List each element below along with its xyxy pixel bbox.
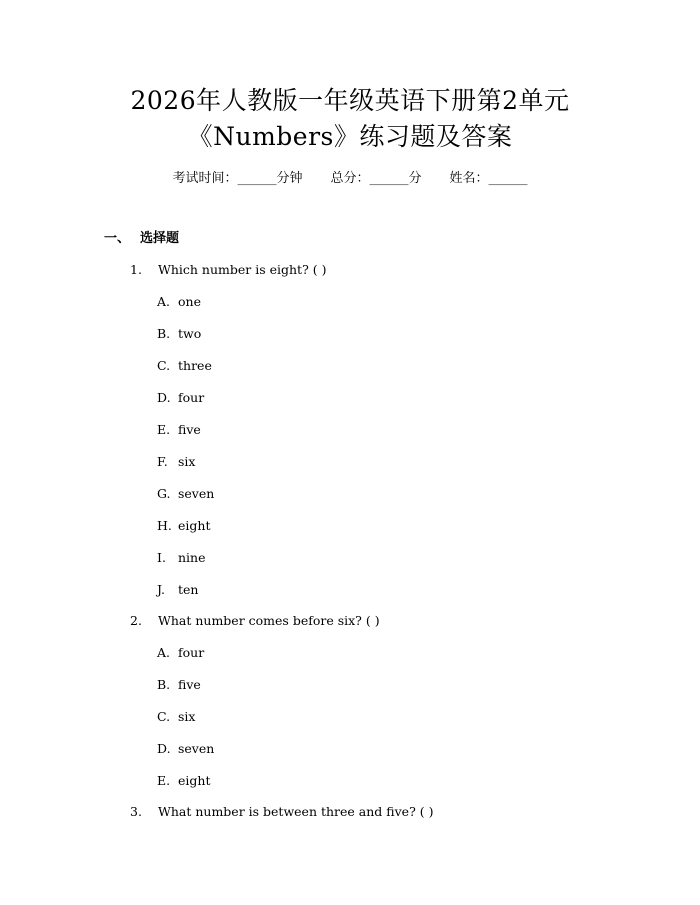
- question: [130, 803, 433, 821]
- option: [157, 581, 198, 599]
- option-text: two: [178, 326, 202, 341]
- document-title-line-2: 《Numbers》练习题及答案: [187, 122, 513, 151]
- question-text: Which number is eight? ( ): [158, 262, 327, 277]
- question-number: 1.: [130, 262, 142, 277]
- option-letter: F.: [157, 454, 168, 469]
- option-letter: E.: [157, 422, 171, 437]
- option: [157, 644, 204, 662]
- question: [130, 612, 380, 630]
- option: [157, 708, 195, 726]
- question-text: What number is between three and five? ( ): [158, 804, 434, 819]
- option-letter: J.: [157, 582, 166, 597]
- question-text: What number comes before six? ( ): [158, 613, 380, 628]
- question-number: 3.: [130, 804, 142, 819]
- option-text: four: [178, 390, 205, 405]
- option: [157, 740, 214, 758]
- section-title: 选择题: [140, 231, 180, 246]
- option-text: eight: [178, 518, 211, 533]
- exam-name-field: 姓名：______: [449, 171, 528, 186]
- exam-meta: [0, 170, 700, 188]
- option-text: eight: [178, 773, 211, 788]
- option-letter: C.: [157, 709, 171, 724]
- section-heading: [104, 230, 179, 248]
- option: [157, 389, 204, 407]
- option-letter: E.: [157, 773, 171, 788]
- exam-score-field: 总分：______分: [330, 171, 422, 186]
- option-letter: H.: [157, 518, 172, 533]
- option-text: six: [178, 709, 196, 724]
- option: [157, 772, 210, 790]
- option-text: four: [178, 645, 205, 660]
- option: [157, 325, 201, 343]
- option: [157, 453, 195, 471]
- option: [157, 485, 214, 503]
- question: [130, 261, 326, 279]
- option-letter: D.: [157, 741, 171, 756]
- option-letter: G.: [157, 486, 171, 501]
- option-text: one: [178, 294, 201, 309]
- section-number: 一、: [104, 231, 131, 246]
- option: [157, 357, 212, 375]
- option-letter: C.: [157, 358, 171, 373]
- option: [157, 549, 206, 567]
- exam-time-field: 考试时间：______分钟: [172, 171, 303, 186]
- option-text: five: [178, 422, 201, 437]
- option-text: six: [178, 454, 196, 469]
- option: [157, 676, 201, 694]
- option-text: five: [178, 677, 201, 692]
- option-letter: A.: [157, 645, 171, 660]
- option-letter: B.: [157, 677, 171, 692]
- question-number: 2.: [130, 613, 142, 628]
- option-letter: A.: [157, 294, 171, 309]
- option-text: ten: [178, 582, 199, 597]
- option-text: seven: [178, 741, 215, 756]
- option-letter: B.: [157, 326, 171, 341]
- document-title-line-1: 2026年人教版一年级英语下册第2单元: [130, 86, 570, 115]
- option-letter: I.: [157, 550, 166, 565]
- option-text: seven: [178, 486, 215, 501]
- option-letter: D.: [157, 390, 171, 405]
- option-text: three: [178, 358, 212, 373]
- option: [157, 293, 201, 311]
- option: [157, 517, 210, 535]
- option: [157, 421, 201, 439]
- option-text: nine: [178, 550, 206, 565]
